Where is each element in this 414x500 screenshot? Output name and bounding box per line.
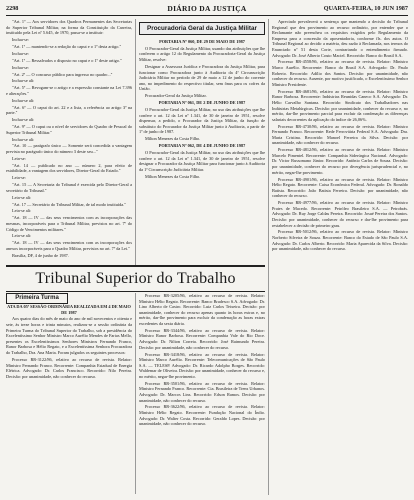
paragraph: Mílton Menezes da Costa Filho. — [145, 173, 201, 179]
column-3-paragraphs — [272, 19, 408, 252]
paragraph: Processo RR-4681/86, relativo ao recurso de revista. Relator: Ministro Ranor Barbosa. Recorrente: Indústrias Reunidas Caneco S.A. Advogado: Dr. Hélio Carvalho Santana. Recorrido: Sindicato dos Trabalhadores nas Indústrias Metalúrgicas. Decisão: por unanimidade, conhecer do recurso e, no mérito, dar-lhe provimento parcial para excluir da condenação as diferenças salariais decorrentes da aplicação do índice de 26,06%. — [272, 88, 408, 122]
paragraph: Processo RR-4901/86, relativo ao recurso de revista. Relator: Ministro Hélio Regato. Recorrente: Caixa Econômica Federal. Advogado: Dr. Ronaldo Batista. Recorrido: João Batista Ferreira. Decisão: por unanimidade, não conhecer do recurso. — [272, 176, 408, 199]
header-rule — [6, 15, 408, 16]
paragraph: Inclua-se ali: — [12, 78, 35, 84]
portaria-body — [139, 107, 265, 142]
paragraph: Processo RR-3501/86, relativo ao recurso de revista. Relator: Ministro Fernando Franco. Recorrente: Cia. Brasileira de Trens Urbanos. Advogado: Dr. Marcos Lins. Recorrido: Edson Ramos. Decisão: por unanimidade, não conhecer do recurso. — [139, 380, 265, 403]
tribunal-title: Tribunal Superior do Trabalho — [6, 265, 265, 292]
paragraph: Inclua-se: — [12, 64, 29, 70]
column-1-paragraphs — [6, 19, 132, 258]
portaria-heading: PORTARIA Nº 061, DE 2 DE JUNHO DE 1987 — [158, 100, 246, 106]
section-box-title: Procuradoria Geral da Justiça Militar — [139, 22, 265, 35]
portaria-heading: PORTARIA Nº 062, DE 4 DE JUNHO DE 1987 — [158, 143, 246, 149]
paragraph: O Procurador-Geral da Justiça Militar, no uso das atribuições que lhe confere o art. 12 da Lei nº 1.341, de 30 de janeiro de 1951, resolve designar o Procurador da Justiça Militar para funcionar junto à Auditoria da 1ª Circunscrição Judiciária Militar. — [139, 150, 265, 172]
paragraph: Leia-se ali: — [12, 194, 32, 200]
turma-label: Primeira Turma — [6, 293, 68, 304]
column-6-paragraphs — [139, 293, 265, 427]
issue-date: QUARTA-FEIRA, 10 JUN 1987 — [323, 5, 408, 12]
paragraph: "Art. 15 — A Secretaria do Tribunal é exercida pelo Diretor-Geral a secretário do Tribunal." — [6, 182, 132, 193]
paragraph: Processo RR-4730/86, relativo ao recurso de revista. Relator: Ministro Fernando Franco. Recorrente: Rede Ferroviária Federal S.A. Advogada: Dra. Maria Cristina. Recorrido: Manoel Ferreira da Silva. Decisão: por unanimidade, não conhecer do recurso. — [272, 123, 408, 146]
portaria-heading: PORTARIA Nº 060, DE 29 DE MAIO DE 1987 — [159, 39, 245, 44]
portaria-body — [139, 150, 265, 179]
paragraph: O Procurador-Geral da Justiça Militar, no uso das atribuições que lhe confere o art. 12 da Lei nº 1.341, de 30 de janeiro de 1951, resolve dispensar, a pedido, o Procurador da Justiça Militar, da função de substituto do Procurador da Justiça Militar junto à Auditoria, a partir de 1º de junho de 1987. — [139, 107, 265, 135]
paragraph: "Art. 14 — publicado no ano — número 2, para efeito de estabilidade, a vantagem dos servidores, Diretor-Geral do Estado." — [6, 162, 132, 174]
paragraph: "Art. 9º — O caput ou o nível de servidores do Quadro de Pessoal do Superior Tribunal Militar." — [6, 124, 132, 135]
paragraph: Leia-se ali: — [12, 233, 32, 239]
ata-paragraphs — [6, 316, 132, 379]
paragraph: "Art. 2º — O concurso público para ingresso no quadro..." — [12, 71, 113, 77]
paragraph: O Procurador-Geral da Justiça Militar, usando das atribuições que lhe conferem o artigo 12 do Regulamento da Procuradoria-Geral da Justiça Militar, resolve: — [139, 45, 265, 63]
paragraph: "Art. 6º — O caput do art. 22 e a lista, a referência ao artigo 3º na parte." — [6, 104, 132, 116]
paragraph: "Art. 10 — parágrafo único — Somente será concedida a vantagem prevista no parágrafo único do número 3 deste seu..." — [6, 143, 132, 155]
paragraph: Processo RR-4812/86, relativo ao recurso de revista. Relator: Ministro Marcelo Pimentel. Recorrente: Companhia Siderúrgica Nacional. Advogado: Dr. Victor Russomano Júnior. Recorrido: Antônio Carlos de Souza. Decisão: por unanimidade, conhecer do recurso por divergência jurisprudencial e, no mérito, negar-lhe provimento. — [272, 147, 408, 175]
paragraph: "Art. 18 — IV — das seus vencimentos com as incorporações das mesmas, incorporáveis para o Tribunal Militar, previstos no art. 7º do Código de Vencimentos militares." — [6, 215, 132, 232]
paragraph: Apreciado prevalecerá a sentença que mantendo a decisão do Tribunal Regional que deu provimento ao recurso ordinário, por entender que o Reclamante não preencheu os requisitos exigidos pelo Regulamento da Empresa para a concessão da aposentadoria, conforme fls. dos autos. O Tribunal Regional ao decidir a matéria, deu razão à Reclamada, nos termos do Enunciado nº 51 desta Corte, contrariando o entendimento firmado. Advogado: Dr. José Alberto Couto Maciel. Recorrido: Banco do Brasil S.A. — [272, 19, 408, 58]
paragraph: "Art. 1º — mantendo-se a redação do caput e o 1º desta artigo." — [12, 43, 122, 49]
paragraph: Inclua-se: — [12, 50, 29, 56]
paragraph: Processo RR-3122/86, relativo ao recurso de revista. Relator: Ministro Fernando Franco. Recorrente: Companhia Estadual de Energia Elétrica. Advogado: Dr. Carlos Francisco. Recorrido: Nilo Pereira. Decisão: por unanimidade, não conhecer do recurso. — [6, 356, 132, 379]
paragraph: Inclua-se ali: — [12, 97, 35, 103]
paragraph: Processo RR-3344/86, relativo ao recurso de revista. Relator: Ministro Ranor Barbosa. Recorrente: Companhia Vale do Rio Doce. Advogado: Dr. Nilton Correia. Recorrido: José Raimundo Pereira. Decisão: por unanimidade, não conhecer do recurso. — [139, 327, 265, 350]
paragraph: Processo RR-3622/86, relativo ao recurso de revista. Relator: Ministro Hélio Regato. Recorrente: Fundação Nacional do Índio. Advogado: Dr. Walter Costa. Recorrido: Geraldo Lopes. Decisão: por unanimidade, não conhecer do recurso. — [139, 404, 265, 427]
paragraph: Inclua-se: — [12, 37, 29, 43]
paragraph: Mílton Menezes da Costa Filho. — [145, 136, 201, 142]
paragraph: Leia-se: — [12, 175, 26, 181]
page-header — [6, 3, 408, 15]
paragraph: Leia-se: — [12, 155, 26, 161]
paragraph: "Art. 1º — Aos servidores dos Quadros Permanentes das Secretarias do Superior Tribunal Militar, na forma da Constituição da Carreira, instituído pela Lei nº 5.645, de 1970, passa-se a instituir: — [6, 19, 132, 36]
paragraph: Brasília, DF, 4 de junho de 1987. — [12, 252, 69, 258]
paragraph: "Art. 5º — Revogam-se o artigo e a expressão constante na Lei 7.396 e alterações." — [6, 85, 132, 96]
paragraph: Processo RR-5012/86, relativo ao recurso de revista. Relator: Ministro Norberto Silveira de Souza. Recorrente: Banco do Estado de São Paulo S.A. Advogado: Dr. Carlos Alberto. Recorrido: Maria Aparecida da Silva. Decisão: por unanimidade, não conhecer do recurso. — [272, 229, 408, 252]
paragraph: Processo RR-4977/86, relativo ao recurso de revista. Relator: Ministro Prates de Macedo. Recorrente: Petróleo Brasileiro S.A. — Petrobrás. Advogado: Dr. Ruy Jorge Caldas Pereira. Recorrido: Josué Pereira dos Santos. Decisão: por unanimidade, conhecer do recurso e dar-lhe provimento para restabelecer a decisão de primeiro grau. — [272, 200, 408, 228]
paragraph: Inclua-se ali: — [12, 136, 35, 142]
ata-heading: ATA DA 05ª SESSÃO ORDINÁRIA REALIZADA EM 4 DE MAIO DE 1987 — [7, 304, 131, 315]
column-divider — [268, 19, 269, 495]
paragraph: Processo RR-4558/86, relativo ao recurso de revista. Relator: Ministro Marco Aurélio. Recorrente: Banco do Brasil S.A. Advogado: Dr. Paulo Roberto. Recorrido: Adílio dos Santos. Decisão: por unanimidade, não conhecer do recurso. Ausente, por motivo justificado, o Excelentíssimo Senhor Ministro Presidente. — [272, 59, 408, 87]
column-1 — [6, 19, 132, 269]
portaria-body — [139, 46, 265, 99]
journal-title: DIÁRIO DA JUSTIÇA — [167, 4, 247, 13]
column-2 — [139, 19, 265, 275]
column-divider — [135, 19, 136, 265]
page-number: 2298 — [6, 5, 19, 12]
column-5 — [6, 304, 132, 494]
column-divider — [135, 293, 136, 494]
paragraph: Processo RR-3418/86, relativo ao recurso de revista. Relator: Ministro Marco Aurélio. Recorrente: Telecomunicações de São Paulo S.A. — TELESP. Advogado: Dr. Ricardo Adolpho Borges. Recorrido: Waldemar de Oliveira. Decisão: por unanimidade, conhecer do recurso e, no mérito, negar-lhe provimento. — [139, 351, 265, 379]
paragraph: Leia-se ali: — [12, 208, 32, 214]
paragraph: "Art. 1º — Ressalvados o disposto no caput e o 1º deste artigo." — [12, 57, 122, 63]
paragraph: Aos quatro dias do mês de maio do ano de mil novecentos e oitenta e sete, às treze horas e trinta minutos, realizou-se a sessão ordinária da Primeira Turma do Tribunal Superior do Trabalho, sob a presidência do Excelentíssimo Senhor Ministro Marco Aurélio Mendes de Farias Mello, presentes os Excelentíssimos Senhores Ministros Fernando Franco, Ranor Barbosa e Hélio Regato, e a Excelentíssima Senhora Procuradora do Trabalho, Dra. Ana Maria. Foram julgados os seguintes processos: — [6, 316, 132, 356]
paragraph: "Art. 17 — Secretário do Tribunal Militar, de tal modo instituída." — [12, 201, 126, 207]
paragraph: Procurador-Geral da Justiça Militar. — [145, 93, 207, 99]
paragraph: "Art. 18 — IV — das seus vencimentos com as incorporações dos anexos incorporáveis para o Quadro Militar, previstos no art. 7º da Lei." — [6, 240, 132, 251]
paragraph: Processo RR-3205/86, relativo ao recurso de revista. Relator: Ministro Hélio Regato. Recorrente: Banco Bradesco S.A. Advogado: Dr. Lino Alberto de Castro. Recorrido: Luiz Carlos Teixeira. Decisão: por unanimidade, conhecer do recurso apenas quanto às horas extras e, no mérito, dar-lhe provimento para excluir da condenação as horas extras excedentes da sexta diária. — [139, 293, 265, 326]
column-3 — [272, 19, 408, 495]
paragraph: Inclua-se ali: — [12, 117, 35, 123]
column-6 — [139, 293, 265, 494]
paragraph: Designar a Assessora Jurídica e Procuradora da Justiça Militar, para funcionar como Procuradora junto à Auditoria da 4ª Circunscrição Judiciária Militar no período de 29 de maio a 12 de junho do corrente ano, no impedimento do respectivo titular, sem ônus para os cofres da União. — [139, 63, 265, 92]
